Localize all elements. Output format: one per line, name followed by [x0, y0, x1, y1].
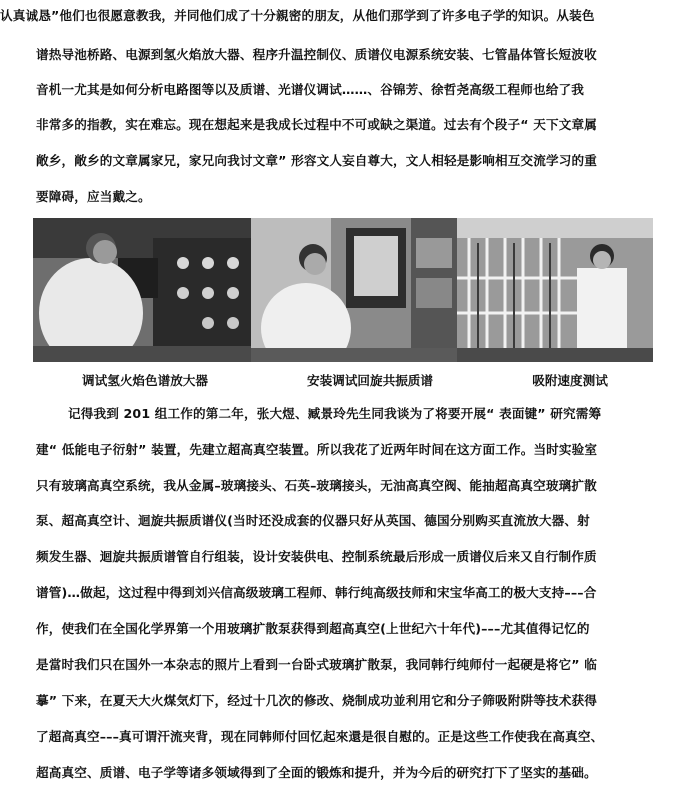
text-line: 泵、超高真空计、迴旋共振质谱仪(当时还没成套的仪器只好从英国、德国分别购买直流放大器、射	[36, 513, 590, 528]
photo-adsorption-test	[457, 218, 653, 362]
text-line: 频发生器、迴旋共振质谱管自行组装，设计安装供电、控制系统最后形成一质谱仪后来又自行制作质	[36, 549, 597, 564]
photo-captions	[0, 371, 693, 393]
caption-photo-3: 吸附速度测试	[532, 373, 608, 388]
text-line: 非常多的指教，实在难忘。现在想起来是我成长过程中不可或缺之渠道。过去有个段子“ 天下文章属	[36, 117, 597, 132]
text-line: 超高真空、质谱、电子学等诸多领域得到了全面的锻炼和提升，并为今后的研究打下了坚实的基础。	[36, 765, 597, 780]
photo-strip	[33, 218, 653, 362]
text-line: 了超高真空–––真可谓汗流夹背，现在同韩师付回忆起來還是很自慰的。正是这些工作使我在高真空、	[36, 729, 604, 744]
text-line: 建“ 低能电子衍射” 装置，先建立超高真空装置。所以我花了近两年时间在这方面工作。当时实验室	[36, 442, 598, 457]
text-line: 谱热导池桥路、电源到氢火焰放大器、程序升温控制仪、质谱仪电源系统安装、七管晶体管长短波收	[36, 47, 597, 62]
text-line: 要障碍，应当戴之。	[36, 189, 151, 204]
text-line: 摹” 下来，在夏天大火煤気灯下，经过十几次的修改、烧制成功並利用它和分子筛吸附阱等技术获得	[36, 693, 597, 708]
photo-cyclotron-spectrometer	[251, 218, 457, 362]
text-line: 敞乡，敞乡的文章属家兄，家兄向我讨文章” 形容文人妄自尊大，文人相轻是影响相互交流学习的重	[36, 153, 597, 168]
text-line: 作，使我们在全国化学界第一个用玻璃扩散泵获得到超高真空(上世纪六十年代)–––尤其值得记忆的	[36, 621, 590, 636]
text-line: 是當时我们只在国外一本杂志的照片上看到一台卧式玻璃扩散泵，我同韩行纯师付一起硬是将它” 临	[36, 657, 597, 672]
caption-photo-2: 安装调试回旋共振质谱	[307, 373, 433, 388]
text-line: 音机一尤其是如何分析电路图等以及质谱、光谱仪调试……、谷锦芳、徐哲尧高级工程师也给了我	[36, 82, 584, 97]
photo-flame-amplifier	[33, 218, 251, 362]
text-line: 只有玻璃高真空系统，我从金属–玻璃接头、石英–玻璃接头，无油高真空阀、能抽超高真空玻璃扩散	[36, 478, 597, 493]
text-line: 谱管)…做起，这过程中得到刘兴信高级玻璃工程师、韩行纯高级技师和宋宝华高工的极大支持–––合	[36, 585, 597, 600]
caption-photo-1: 调试氢火焰色谱放大器	[82, 373, 208, 388]
text-line: 记得我到 201 组工作的第二年，张大煜、臧景玲先生同我谈为了将要开展“ 表面键” 研究需筹	[68, 406, 602, 421]
text-line: 认真诚恳”他们也很愿意教我，并同他们成了十分親密的朋友，从他们那学到了许多电子学的知识。从装色	[0, 8, 595, 23]
